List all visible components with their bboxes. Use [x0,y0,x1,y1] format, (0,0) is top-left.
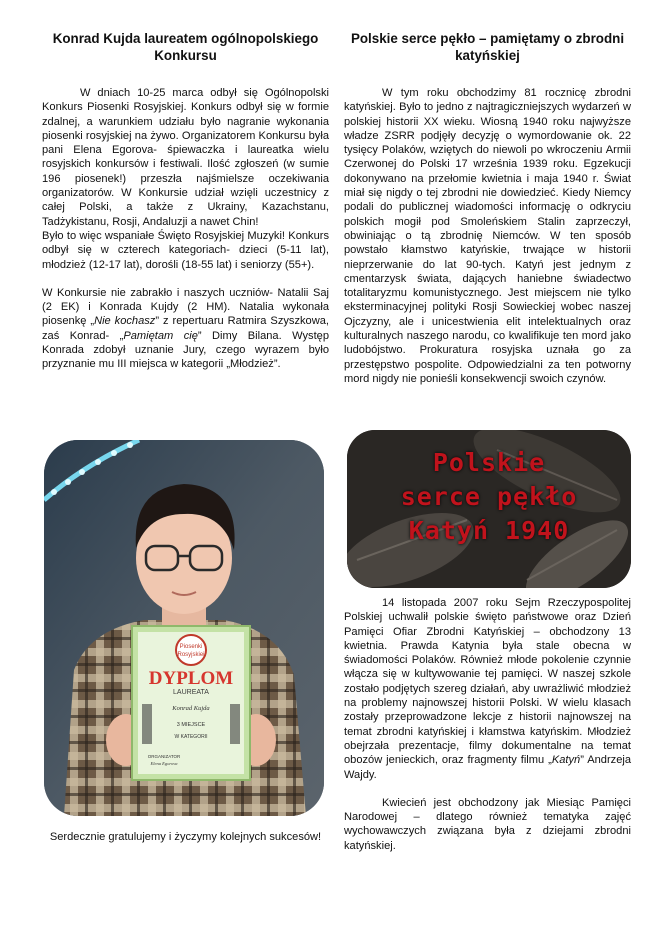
laureate-photo-illustration [44,440,324,816]
katyn-image [347,430,631,588]
right-article-continued [344,596,631,853]
diploma-organizer: ORGANIZATOR [147,754,181,759]
right-paragraph-3: Kwiecień jest obchodzony jak Miesiąc Pamięci Narodowej – dlatego również tematyka zajęć wychowawczych związana była z dziejami zbrodni katyńskiej. [344,796,631,852]
diploma-title: DYPLOM [148,668,234,689]
katyn-image-line-2: serce pękło [400,482,578,511]
diploma-name: Konrad Kujda [172,705,210,712]
laureate-photo [44,440,324,816]
diploma-subtitle: LAUREATA [173,689,209,696]
diploma-organizer-name: Elena Egorova [150,761,178,766]
left-paragraph-2: Było to więc wspaniałe Święto Rosyjskiej Muzyki! Konkurs odbył się w czterech kategoriach- dzieci (5-11 lat), młodzież (12-17 lat), dorośli (18-55 lat) i seniorzy (55+). [42,229,329,271]
right-article-title: Polskie serce pękło – pamiętamy o zbrodni katyńskiej [350,31,625,63]
left-article [42,30,329,372]
film-title: Katyń [551,754,581,767]
diploma-category: W KATEGORII [174,734,208,740]
left-paragraph-1: W dniach 10-25 marca odbył się Ogólnopolski Konkurs Piosenki Rosyjskiej. Konkurs odbył się w formie zdalnej, a warunkiem udziału było nagranie wykonania piosenki rosyjskiej na żywo. Organizatorem Konkursu była pani Elena Egorova- śpiewaczka i laureatka wielu rosyjskich konkursów i festiwali. Ilość zgłoszeń (w sumie 196 piosenek!) przeszła najśmielsze oczekiwania organizatorów. W Konkursie udział wzięli uczestnicy z całej Polski, a także z Ukrainy, Kazachstanu, Tadżykistanu, Rosji, Andaluzji a nawet Chin! [42,87,329,228]
left-article-title: Konrad Kujda laureatem ogólnopolskiego Konkursu [52,31,319,63]
right-article [344,30,631,386]
diploma-logo-line-2: Rosyjskiej [177,652,205,658]
song-title-1: Nie kochasz [94,315,156,328]
right-paragraph-2: 14 listopada 2007 roku Sejm Rzeczypospolitej Polskiej uchwalił polskie święto państwowe oraz Dzień Pamięci Ofiar Zbrodni Katyńskiej – obchodzony 13 kwietnia. Prawda Katynia była stale obecna w świadomości Polaków. Również młode pokolenie czynnie włącza się w kultywowanie tej pamięci. W naszej szkole zostało podjętych szereg działań, aby uwrażliwić młodzież na problemy najnowszej historii Polski. W wielu klasach zostały przeprowadzone lekcje z historii najnowszej na temat zbrodni katyńskiej i kłamstwa katyńskim. Młodzież obejrzała prezentacje, filmy dokumentalne na temat obozów jenieckich, oraz fragmenty filmu „Katyń” Andrzeja Wajdy. [344,597,632,781]
katyn-image-line-3: Katyń 1940 [408,516,570,545]
katyn-image-line-1: Polskie [432,448,546,477]
diploma-logo-line-1: Piosenki [179,644,203,650]
song-title-2: Pamiętam cię [123,329,198,342]
diploma-place: 3 MIEJSCE [176,722,206,728]
right-paragraph-1: W tym roku obchodzimy 81 rocznicę zbrodni katyńskiej. Było to jedno z najtragiczniejszych wydarzeń w polskiej historii XX wieku. Wiosną 1940 roku najwyższe władze ZSRR podjęły decyzję o wymordowanie ok. 22 tysięcy Polaków, wziętych do niewoli po wkroczeniu Armii Czerwonej do Polski 17 września 1939 roku. Egzekucji dokonywano na przełomie kwietnia i maja 1940 r. Świat miał się nigdy o tej zbrodni nie dowiedzieć. Kiedy Niemcy podali do publicznej wiadomości informację o odkryciu polskich mogił pod Smoleńskiem Stalin zaprzeczył, obwiniając o tą zbrodnię Niemców. W ten sposób powstało kłamstwo katyńskie, trwające w historii nieprzerwanie do lat 90-tych. Katyń jest jednym z cmentarzysk świata, dających haniebne świadectwo totalitaryzmu komunistycznego. Jest miejscem nie tylko eksterminacyjnej polityki Rosji Sowieckiej wobec naszej Ojczyzny, ale i unicestwienia elit intelektualnych oraz kulturalnych naszego narodu, co kwalifikuje ten mord jako ludobójstwo. Prokuratura rosyjska uznała go za przestępstwo pospolite. Odpowiedzialni za ten potworny mord nigdy nie ponieśli konsekwencji swoich czynów. [344,87,631,385]
photo-caption: Serdecznie gratulujemy i życzymy kolejnych sukcesów! [49,831,322,843]
diploma [132,626,250,780]
left-paragraph-3: W Konkursie nie zabrakło i naszych uczniów- Natalii Saj (2 EK) i Konrada Kujdy (2 HM). Natalia wykonała piosenkę „Nie kochasz” z repertuaru Ratmira Szyszkowa, zaś Konrad- „Pamiętam cię” Dimy Bilana. Występ Konrada zdobył uznanie Jury, czego wyrazem było przyznanie mu III miejsca w kategorii „Młodzież”. [42,286,330,371]
